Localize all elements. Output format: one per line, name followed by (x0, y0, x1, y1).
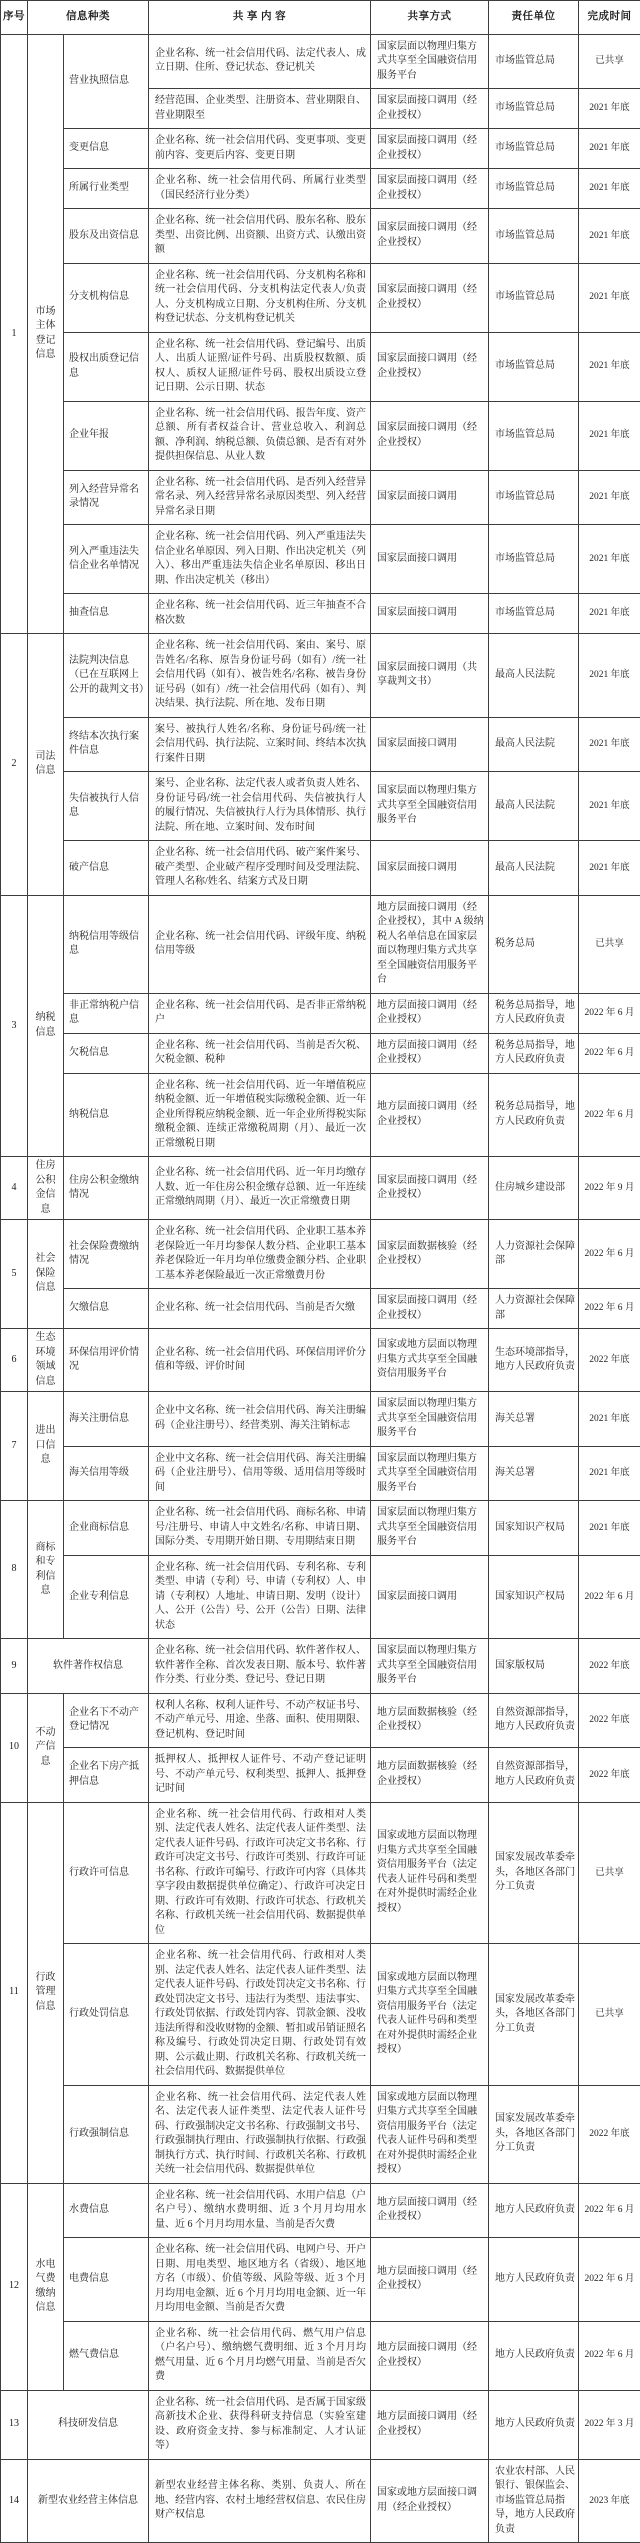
method-cell: 国家层面接口调用 (371, 470, 489, 525)
type-cell: 企业名下房产抵押信息 (64, 1748, 149, 1803)
table-row (1, 470, 640, 525)
table-row (1, 2459, 640, 2543)
table-row (1, 2085, 640, 2183)
time-cell: 2021 年底 (579, 470, 640, 525)
category-cell: 进出口信息 (28, 1392, 64, 1501)
table-row (1, 1501, 640, 1556)
unit-cell: 国家发展改革委牵头，各地区各部门分工负责 (489, 1802, 579, 1944)
unit-cell: 最高人民法院 (489, 772, 579, 841)
method-cell: 国家层面接口调用（经企业授权） (371, 169, 489, 209)
table-row (1, 1220, 640, 1289)
table-row (1, 1693, 640, 1748)
table-row (1, 1944, 640, 2086)
unit-cell: 市场监管总局 (489, 209, 579, 264)
method-cell: 国家层面接口调用 (371, 1555, 489, 1639)
content-cell: 企业名称、统一社会信用代码、近三年抽查不合格次数 (149, 594, 371, 634)
method-cell: 地方层面接口调用（经企业授权） (371, 1033, 489, 1073)
method-cell: 国家或地方层面以物理归集方式共享至全国融资信用服务平台 (371, 1329, 489, 1392)
method-cell: 地方层面接口调用（经企业授权） (371, 1073, 489, 1157)
serial-cell: 2 (1, 634, 28, 896)
method-cell: 国家层面接口调用（经企业授权） (371, 1157, 489, 1220)
unit-cell: 市场监管总局 (489, 470, 579, 525)
type-cell: 住房公积金缴纳情况 (64, 1157, 149, 1220)
unit-cell: 税务总局 (489, 895, 579, 993)
category-cell: 纳税信息 (28, 895, 64, 1157)
time-cell: 2021 年底 (579, 1392, 640, 1447)
content-cell: 企业名称、统一社会信用代码、行政相对人类别、法定代表人姓名、法定代表人证件类型、法定代表人证件号码、行政许可决定文书名称、行政许可决定文书号、行政许可类别、行政许可证书名称、行政许可编号、行政许可内容（具体共享字段由数据提供单位确定）、行政许可决定日期、行政许可有效期、行政许可状态、行政机关名称、行政机关统一社会信用代码、数据提供单位 (149, 1802, 371, 1944)
unit-cell: 海关总署 (489, 1392, 579, 1447)
method-cell: 国家层面以物理归集方式共享至全国融资信用服务平台 (371, 1639, 489, 1694)
serial-cell: 8 (1, 1501, 28, 1639)
content-cell: 企业名称、统一社会信用代码、近一年月均缴存人数、近一年住房公积金缴存总额、近一年连续正常缴纳周期（月）、最近一次正常缴费日期 (149, 1157, 371, 1220)
content-cell: 案号、被执行人姓名/名称、身份证号码/统一社会信用代码、执行法院、立案时间、终结本次执行案件日期 (149, 717, 371, 772)
header-method: 共享方式 (371, 1, 489, 35)
type-cell: 电费信息 (64, 2238, 149, 2322)
type-cell: 纳税信息 (64, 1073, 149, 1157)
type-cell: 欠缴信息 (64, 1289, 149, 1329)
type-cell: 抽查信息 (64, 594, 149, 634)
type-cell: 破产信息 (64, 841, 149, 896)
time-cell: 2022 年 9 月 (579, 1157, 640, 1220)
content-cell: 企业名称、统一社会信用代码、是否非正常纳税户 (149, 993, 371, 1033)
method-cell: 国家或地方层面以物理归集方式共享至全国融资信用服务平台（法定代表人证件号码和类型在对外提供时需经企业授权） (371, 1944, 489, 2086)
table-row (1, 263, 640, 332)
unit-cell: 国家知识产权局 (489, 1555, 579, 1639)
type-cell: 终结本次执行案件信息 (64, 717, 149, 772)
serial-cell: 9 (1, 1639, 28, 1694)
unit-cell: 市场监管总局 (489, 594, 579, 634)
serial-cell: 12 (1, 2183, 28, 2390)
content-cell: 企业名称、统一社会信用代码、报告年度、资产总额、所有者权益合计、营业总收入、利润总额、净利润、纳税总额、负债总额、是否有对外提供担保信息、从业人数 (149, 401, 371, 470)
time-cell: 2021 年底 (579, 89, 640, 129)
table-row (1, 634, 640, 718)
serial-cell: 14 (1, 2459, 28, 2543)
unit-cell: 住房城乡建设部 (489, 1157, 579, 1220)
unit-cell: 国家知识产权局 (489, 1501, 579, 1556)
unit-cell: 税务总局指导，地方人民政府负责 (489, 993, 579, 1033)
type-cell: 失信被执行人信息 (64, 772, 149, 841)
table-row (1, 1639, 640, 1694)
content-cell: 企业名称、统一社会信用代码、评级年度、纳税信用等级 (149, 895, 371, 993)
method-cell: 地方层面接口调用（经企业授权） (371, 993, 489, 1033)
time-cell: 2022 年 6 月 (579, 1289, 640, 1329)
table-row (1, 1157, 640, 1220)
serial-cell: 6 (1, 1329, 28, 1392)
type-cell: 法院判决信息（已在互联网上公开的裁判文书） (64, 634, 149, 718)
table-row (1, 841, 640, 896)
method-cell: 国家层面以物理归集方式共享至全国融资信用服务平台 (371, 772, 489, 841)
header-unit: 责任单位 (489, 1, 579, 35)
type-cell: 海关注册信息 (64, 1392, 149, 1447)
unit-cell: 人力资源社会保障部 (489, 1220, 579, 1289)
serial-cell: 3 (1, 895, 28, 1157)
type-cell: 海关信用等级 (64, 1446, 149, 1501)
category-cell: 司法信息 (28, 634, 64, 896)
method-cell: 地方层面接口调用（经企业授权） (371, 2390, 489, 2459)
time-cell: 2021 年底 (579, 332, 640, 401)
content-cell: 经营范围、企业类型、注册资本、营业期限自、营业期限至 (149, 89, 371, 129)
time-cell: 2021 年底 (579, 717, 640, 772)
serial-cell: 1 (1, 34, 28, 634)
method-cell: 地方层面数据核验（经企业授权） (371, 1693, 489, 1748)
content-cell: 新型农业经营主体名称、类别、负责人、所在地、经营内容、农村土地经营权信息、农民住房财产权信息 (149, 2459, 371, 2543)
type-cell: 企业商标信息 (64, 1501, 149, 1556)
type-cell: 列入严重违法失信企业名单情况 (64, 525, 149, 594)
table-row (1, 401, 640, 470)
time-cell: 2022 年 6 月 (579, 993, 640, 1033)
unit-cell: 自然资源部指导，地方人民政府负责 (489, 1748, 579, 1803)
method-cell: 国家层面数据核验（经企业授权） (371, 1220, 489, 1289)
method-cell: 国家层面以物理归集方式共享至全国融资信用服务平台 (371, 1392, 489, 1447)
time-cell: 2021 年底 (579, 1501, 640, 1556)
type-cell: 行政处罚信息 (64, 1944, 149, 2086)
method-cell: 国家层面接口调用（经企业授权） (371, 209, 489, 264)
content-cell: 企业名称、统一社会信用代码、案由、案号、原告姓名/名称、原告身份证号码（如有）/统一社会信用代码（如有）、被告姓名/名称、被告身份证号码（如有）/统一社会信用代码（如有）、判决结果、执行法院、所在地、发布日期 (149, 634, 371, 718)
category-cell: 生态环境领域信息 (28, 1329, 64, 1392)
time-cell: 2021 年底 (579, 263, 640, 332)
time-cell: 2022 年底 (579, 1639, 640, 1694)
unit-cell: 生态环境部指导，地方人民政府负责 (489, 1329, 579, 1392)
method-cell: 国家或地方层面以物理归集方式共享至全国融资信用服务平台（法定代表人证件号码和类型在对外提供时需经企业授权） (371, 1802, 489, 1944)
unit-cell: 最高人民法院 (489, 634, 579, 718)
unit-cell: 市场监管总局 (489, 263, 579, 332)
header-serial: 序号 (1, 1, 28, 35)
table-row (1, 1329, 640, 1392)
unit-cell: 农业农村部、人民银行、银保监会、市场监管总局指导，地方人民政府负责 (489, 2459, 579, 2543)
unit-cell: 国家发展改革委牵头，各地区各部门分工负责 (489, 1944, 579, 2086)
method-cell: 国家层面接口调用 (371, 717, 489, 772)
content-cell: 企业名称、统一社会信用代码、软件著作权人、软件著作全称、首次发表日期、版本号、软件著作分类、行业分类、登记号、登记日期 (149, 1639, 371, 1694)
time-cell: 2022 年 6 月 (579, 1033, 640, 1073)
time-cell: 2021 年底 (579, 772, 640, 841)
method-cell: 地方层面数据核验（经企业授权） (371, 1748, 489, 1803)
table-row (1, 772, 640, 841)
table-row (1, 169, 640, 209)
serial-cell: 10 (1, 1693, 28, 1802)
time-cell: 2022 年底 (579, 1748, 640, 1803)
unit-cell: 地方人民政府负责 (489, 2321, 579, 2390)
content-cell: 企业名称、统一社会信用代码、登记编号、出质人、出质人证照/证件号码、出质股权数额、质权人、质权人证照/证件号码、股权出质设立登记日期、公示日期、状态 (149, 332, 371, 401)
table-row (1, 2183, 640, 2238)
content-cell: 企业名称、统一社会信用代码、燃气用户信息（户名户号）、缴纳燃气费明细、近 3 个月月均燃气用量、近 6 个月月均燃气用量、当前是否欠费 (149, 2321, 371, 2390)
unit-cell: 海关总署 (489, 1446, 579, 1501)
type-cell: 股权出质登记信息 (64, 332, 149, 401)
content-cell: 企业名称、统一社会信用代码、行政相对人类别、法定代表人姓名、法定代表人证件类型、法定代表人证件号码、行政处罚决定文书名称、行政处罚决定文书号、违法行为类型、违法事实、行政处罚依据、行政处罚内容、罚款金额、没收违法所得和没收财物的金额、暂扣或吊销证照名称及编号、行政处罚决定日期、行政处罚有效期、公示截止期、行政机关名称、行政机关统一社会信用代码、数据提供单位 (149, 1944, 371, 2086)
type-cell: 行政强制信息 (64, 2085, 149, 2183)
table-row (1, 2390, 640, 2459)
time-cell: 2022 年底 (579, 1329, 640, 1392)
time-cell: 2021 年底 (579, 634, 640, 718)
table-row (1, 993, 640, 1033)
unit-cell: 市场监管总局 (489, 525, 579, 594)
category-cell: 软件著作权信息 (28, 1639, 149, 1694)
unit-cell: 地方人民政府负责 (489, 2390, 579, 2459)
category-cell: 行政管理信息 (28, 1802, 64, 2183)
content-cell: 抵押权人、抵押权人证件号、不动产登记证明号、不动产单元号、权利类型、抵押人、抵押登记时间 (149, 1748, 371, 1803)
content-cell: 企业名称、统一社会信用代码、股东名称、股东类型、出资比例、出资额、出资方式、认缴出资额 (149, 209, 371, 264)
time-cell: 已共享 (579, 1802, 640, 1944)
method-cell: 国家层面以物理归集方式共享至全国融资信用服务平台 (371, 1446, 489, 1501)
table-row (1, 1073, 640, 1157)
unit-cell: 市场监管总局 (489, 129, 579, 169)
time-cell: 2022 年 6 月 (579, 2183, 640, 2238)
type-cell: 燃气费信息 (64, 2321, 149, 2390)
content-cell: 企业名称、统一社会信用代码、近一年增值税应纳税金额、近一年增值税实际缴税金额、近一年企业所得税应纳税金额、近一年企业所得税实际缴税金额、连续正常缴税周期（月）、最近一次正常缴税日期 (149, 1073, 371, 1157)
content-cell: 企业名称、统一社会信用代码、是否属于国家级高新技术企业、获得科研支持信息（实验室建设、政府资金支持、参与标准制定、人才认证等） (149, 2390, 371, 2459)
content-cell: 企业名称、统一社会信用代码、法定代表人、成立日期、住所、登记状态、登记机关 (149, 34, 371, 89)
category-cell: 不动产信息 (28, 1693, 64, 1802)
time-cell: 2022 年底 (579, 1693, 640, 1748)
content-cell: 企业名称、统一社会信用代码、法定代表人姓名、法定代表人证件类型、法定代表人证件号码、行政强制决定文书名称、行政强制文书号、行政强制执行理由、行政强制执行依据、行政强制执行方式、执行时间、行政机关名称、行政机关统一社会信用代码、数据提供单位 (149, 2085, 371, 2183)
table-row (1, 1748, 640, 1803)
table-row (1, 1289, 640, 1329)
content-cell: 企业中文名称、统一社会信用代码、海关注册编码（企业注册号）、信用等级、适用信用等级时间 (149, 1446, 371, 1501)
type-cell: 环保信用评价情况 (64, 1329, 149, 1392)
type-cell: 企业名下不动产登记情况 (64, 1693, 149, 1748)
unit-cell: 税务总局指导，地方人民政府负责 (489, 1073, 579, 1157)
method-cell: 国家层面接口调用（经企业授权） (371, 129, 489, 169)
table-row (1, 717, 640, 772)
time-cell: 2022 年 6 月 (579, 1220, 640, 1289)
serial-cell: 7 (1, 1392, 28, 1501)
method-cell: 地方层面接口调用（经企业授权），其中 A 级纳税人名单信息在国家层面以物理归集方式共享至全国融资信用服务平台 (371, 895, 489, 993)
table-row (1, 1392, 640, 1447)
table-row (1, 129, 640, 169)
category-cell: 社会保险信息 (28, 1220, 64, 1329)
unit-cell: 税务总局指导，地方人民政府负责 (489, 1033, 579, 1073)
unit-cell: 国家版权局 (489, 1639, 579, 1694)
unit-cell: 市场监管总局 (489, 169, 579, 209)
type-cell: 股东及出资信息 (64, 209, 149, 264)
unit-cell: 地方人民政府负责 (489, 2183, 579, 2238)
method-cell: 国家层面接口调用 (371, 525, 489, 594)
time-cell: 已共享 (579, 34, 640, 89)
time-cell: 2022 年底 (579, 2085, 640, 2183)
type-cell: 非正常纳税户信息 (64, 993, 149, 1033)
type-cell: 纳税信用等级信息 (64, 895, 149, 993)
unit-cell: 人力资源社会保障部 (489, 1289, 579, 1329)
table-row (1, 525, 640, 594)
type-cell: 营业执照信息 (64, 34, 149, 129)
content-cell: 企业名称、统一社会信用代码、当前是否欠税、欠税金额、税种 (149, 1033, 371, 1073)
type-cell: 分支机构信息 (64, 263, 149, 332)
content-cell: 企业名称、统一社会信用代码、水用户信息（户名户号）、缴纳水费明细、近 3 个月月均用水量、近 6 个月月均用水量、当前是否欠费 (149, 2183, 371, 2238)
table-row (1, 594, 640, 634)
method-cell: 国家层面接口调用（经企业授权） (371, 401, 489, 470)
time-cell: 2022 年 3 月 (579, 2390, 640, 2459)
unit-cell: 最高人民法院 (489, 841, 579, 896)
content-cell: 企业名称、统一社会信用代码、破产案件案号、破产类型、企业破产程序受理时间及受理法院、管理人名称/姓名、结案方式及日期 (149, 841, 371, 896)
method-cell: 国家层面接口调用（经企业授权） (371, 89, 489, 129)
unit-cell: 市场监管总局 (489, 89, 579, 129)
method-cell: 国家层面接口调用 (371, 841, 489, 896)
serial-cell: 11 (1, 1802, 28, 2183)
method-cell: 国家层面接口调用 (371, 594, 489, 634)
time-cell: 2021 年底 (579, 841, 640, 896)
content-cell: 企业名称、统一社会信用代码、商标名称、申请号/注册号、申请人中文姓名/名称、申请日期、国际分类、专用期开始日期、专用期结束日期 (149, 1501, 371, 1556)
time-cell: 2021 年底 (579, 169, 640, 209)
unit-cell: 最高人民法院 (489, 717, 579, 772)
content-cell: 企业名称、统一社会信用代码、企业职工基本养老保险近一年月均参保人数分档、企业职工基本养老保险近一年月均单位缴费金额分档、企业职工基本养老保险最近一次正常缴费月份 (149, 1220, 371, 1289)
type-cell: 列入经营异常名录情况 (64, 470, 149, 525)
time-cell: 2022 年 6 月 (579, 1555, 640, 1639)
time-cell: 2021 年底 (579, 1446, 640, 1501)
type-cell: 欠税信息 (64, 1033, 149, 1073)
table-row (1, 209, 640, 264)
method-cell: 地方层面接口调用（经企业授权） (371, 2321, 489, 2390)
time-cell: 2021 年底 (579, 401, 640, 470)
content-cell: 企业名称、统一社会信用代码、变更事项、变更前内容、变更后内容、变更日期 (149, 129, 371, 169)
content-cell: 权利人名称、权利人证件号、不动产权证书号、不动产单元号、用途、坐落、面积、使用期限、登记机构、登记时间 (149, 1693, 371, 1748)
header-time: 完成时间 (579, 1, 640, 35)
unit-cell: 地方人民政府负责 (489, 2238, 579, 2322)
method-cell: 国家层面接口调用（经企业授权） (371, 1289, 489, 1329)
unit-cell: 市场监管总局 (489, 332, 579, 401)
header-row (1, 1, 640, 35)
header-content: 共 享 内 容 (149, 1, 371, 35)
time-cell: 已共享 (579, 1944, 640, 2086)
time-cell: 2022 年 6 月 (579, 2321, 640, 2390)
table-row (1, 332, 640, 401)
type-cell: 水费信息 (64, 2183, 149, 2238)
content-cell: 企业名称、统一社会信用代码、专利名称、专利类型、申请（专利）号、申请（专利权）人、申请（专利权）人地址、申请日期、发明（设计）人、公开（公告）号、公开（公告）日期、法律状态 (149, 1555, 371, 1639)
content-cell: 企业名称、统一社会信用代码、分支机构名称和统一社会信用代码、分支机构法定代表人/负责人、分支机构成立日期、分支机构住所、分支机构登记状态、分支机构登记机关 (149, 263, 371, 332)
table-row (1, 34, 640, 89)
method-cell: 国家层面以物理归集方式共享至全国融资信用服务平台 (371, 34, 489, 89)
content-cell: 企业名称、统一社会信用代码、所属行业类型（国民经济行业分类） (149, 169, 371, 209)
type-cell: 企业年报 (64, 401, 149, 470)
category-cell: 水电气费缴纳信息 (28, 2183, 64, 2390)
type-cell: 变更信息 (64, 129, 149, 169)
table-row (1, 1802, 640, 1944)
table-row (1, 2321, 640, 2390)
time-cell: 2021 年底 (579, 594, 640, 634)
content-cell: 案号、企业名称、法定代表人或者负责人姓名、身份证号码/统一社会信用代码、失信被执行人的履行情况、失信被执行人行为具体情形、执行法院、所在地、立案时间、发布时间 (149, 772, 371, 841)
unit-cell: 国家发展改革委牵头，各地区各部门分工负责 (489, 2085, 579, 2183)
method-cell: 国家层面接口调用（经企业授权） (371, 263, 489, 332)
time-cell: 2022 年 6 月 (579, 1073, 640, 1157)
category-cell: 市场主体登记信息 (28, 34, 64, 634)
type-cell: 企业专利信息 (64, 1555, 149, 1639)
unit-cell: 市场监管总局 (489, 401, 579, 470)
table-row (1, 2238, 640, 2322)
time-cell: 已共享 (579, 895, 640, 993)
time-cell: 2022 年 6 月 (579, 2238, 640, 2322)
method-cell: 国家层面接口调用（共享裁判文书） (371, 634, 489, 718)
serial-cell: 5 (1, 1220, 28, 1329)
content-cell: 企业名称、统一社会信用代码、当前是否欠缴 (149, 1289, 371, 1329)
time-cell: 2023 年底 (579, 2459, 640, 2543)
time-cell: 2021 年底 (579, 129, 640, 169)
category-cell: 新型农业经营主体信息 (28, 2459, 149, 2543)
serial-cell: 4 (1, 1157, 28, 1220)
method-cell: 国家层面接口调用（经企业授权） (371, 332, 489, 401)
serial-cell: 13 (1, 2390, 28, 2459)
method-cell: 地方层面接口调用（经企业授权） (371, 2238, 489, 2322)
type-cell: 所属行业类型 (64, 169, 149, 209)
type-cell: 社会保险费缴纳情况 (64, 1220, 149, 1289)
time-cell: 2021 年底 (579, 525, 640, 594)
method-cell: 国家或地方层面以物理归集方式共享至全国融资信用服务平台（法定代表人证件号码和类型在对外提供时需经企业授权） (371, 2085, 489, 2183)
table-row (1, 1033, 640, 1073)
content-cell: 企业名称、统一社会信用代码、列入严重违法失信企业名单原因、列入日期、作出决定机关（列入）、移出严重违法失信企业名单原因、移出日期、作出决定机关（移出） (149, 525, 371, 594)
header-category: 信息种类 (28, 1, 149, 35)
method-cell: 地方层面接口调用（经企业授权） (371, 2183, 489, 2238)
method-cell: 国家或地方层面接口调用（经企业授权） (371, 2459, 489, 2543)
method-cell: 国家层面以物理归集方式共享至全国融资信用服务平台 (371, 1501, 489, 1556)
content-cell: 企业名称、统一社会信用代码、环保信用评价分值和等级、评价时间 (149, 1329, 371, 1392)
unit-cell: 市场监管总局 (489, 34, 579, 89)
table-row (1, 895, 640, 993)
unit-cell: 自然资源部指导，地方人民政府负责 (489, 1693, 579, 1748)
category-cell: 住房公积金信息 (28, 1157, 64, 1220)
category-cell: 商标和专利信息 (28, 1501, 64, 1639)
table-row (1, 1555, 640, 1639)
time-cell: 2021 年底 (579, 209, 640, 264)
content-cell: 企业名称、统一社会信用代码、电网户号、开户日期、用电类型、地区地方名（省级）、地区地方名（市级）、价值等级、风险等级、近 3 个月月均用电金额、近 6 个月月均用电金额、近一年月均用电金额、当前是否欠费 (149, 2238, 371, 2322)
type-cell: 行政许可信息 (64, 1802, 149, 1944)
content-cell: 企业名称、统一社会信用代码、是否列入经营异常名录、列入经营异常名录原因类型、列入经营异常名录日期 (149, 470, 371, 525)
category-cell: 科技研发信息 (28, 2390, 149, 2459)
content-cell: 企业中文名称、统一社会信用代码、海关注册编码（企业注册号）、经营类别、海关注销标志 (149, 1392, 371, 1447)
table-row (1, 1446, 640, 1501)
